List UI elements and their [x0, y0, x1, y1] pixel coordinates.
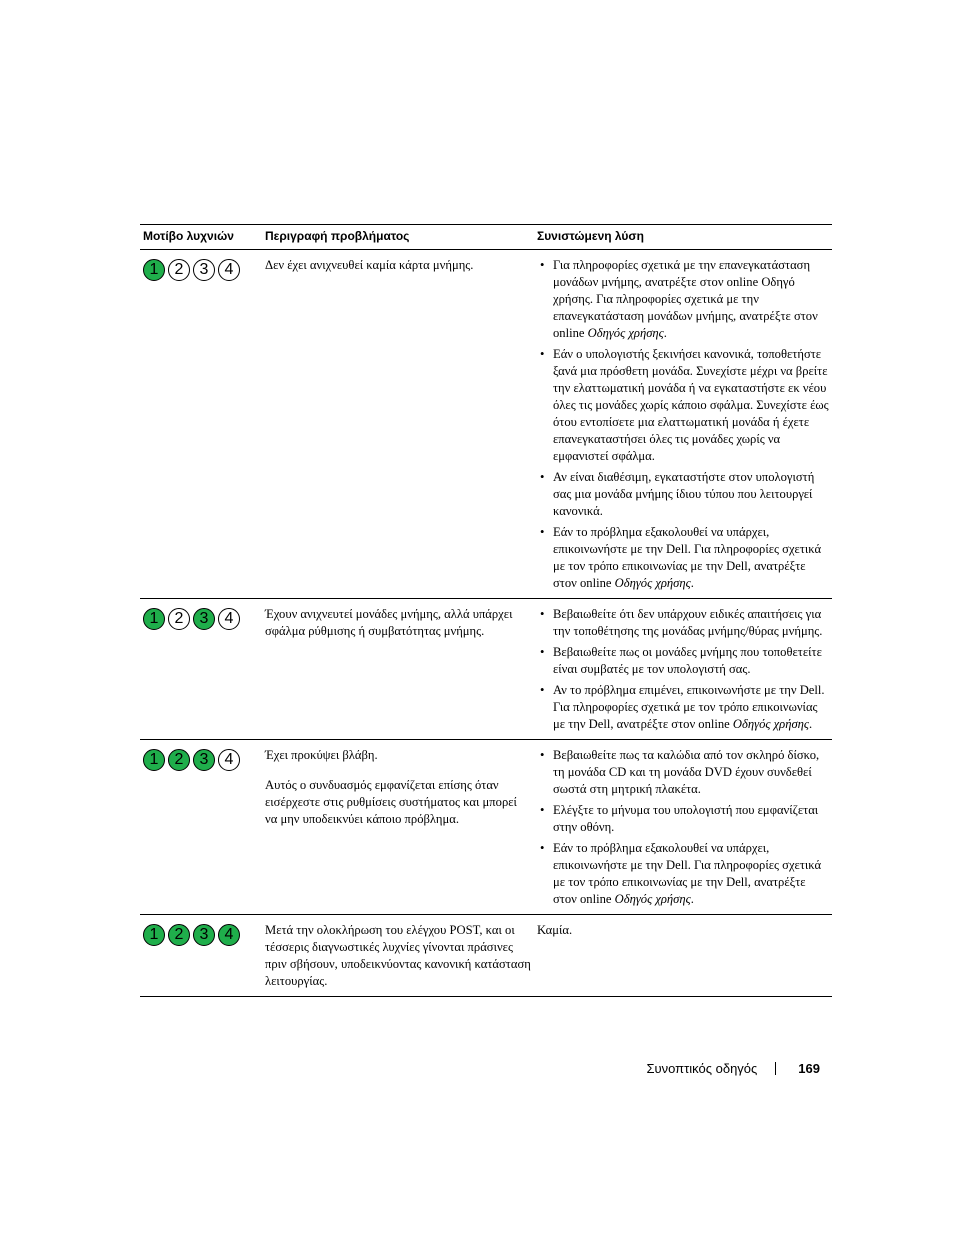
problem-description-cell	[262, 915, 534, 997]
diagnostic-light-2-on: 2	[168, 924, 190, 946]
guide-reference: Οδηγός χρήσης	[614, 576, 691, 590]
solution-text: Βεβαιωθείτε ότι δεν υπάρχουν ειδικές απαιτήσεις για την τοποθέτησης της μονάδας μνήμης/θύρας μνήμης.	[553, 607, 823, 638]
header-recommended-solution: Συνιστώμενη λύση	[534, 225, 832, 250]
solution-text: Καμία.	[537, 923, 573, 937]
guide-reference: Οδηγός χρήσης	[587, 326, 664, 340]
diagnostic-lights-table	[140, 224, 832, 997]
solution-text: Βεβαιωθείτε πως τα καλώδια από τον σκληρό δίσκο, τη μονάδα CD και τη μονάδα DVD έχουν συνδεθεί σωστά στη μητρική πλακέτα.	[553, 748, 820, 796]
header-light-pattern: Μοτίβο λυχνιών	[140, 225, 262, 250]
solution-text-end: .	[663, 326, 667, 340]
problem-description-text: Μετά την ολοκλήρωση του ελέγχου POST, και οι τέσσερις διαγνωστικές λυχνίες γίνονται πράσινες πριν σβήσουν, υποδεικνύοντας κανονική κατάσταση λειτουργίας.	[265, 923, 531, 988]
table-row	[140, 599, 832, 740]
solution-text: Εάν το πρόβλημα εξακολουθεί να υπάρχει, επικοινωνήστε με την Dell. Για πληροφορίες σχετικά με τον τρόπο επικοινωνίας με την Dell, ανατρέξτε στον online	[553, 841, 822, 906]
diagnostic-light-4-on: 4	[218, 924, 240, 946]
diagnostic-lights	[143, 747, 260, 771]
problem-description-text: Έχει προκύψει βλάβη.	[265, 748, 378, 762]
problem-description-cell	[262, 599, 534, 740]
diagnostic-light-1-on: 1	[143, 259, 165, 281]
solution-text-end: .	[690, 892, 694, 906]
diagnostic-light-3-on: 3	[193, 924, 215, 946]
diagnostic-lights	[143, 922, 260, 946]
recommended-solution-cell	[534, 740, 832, 915]
table-row	[140, 915, 832, 997]
solution-item	[537, 747, 830, 798]
solution-text: Για πληροφορίες σχετικά με την επανεγκατάσταση μονάδων μνήμης, ανατρέξτε στον online Οδηγό χρήσης. Για πληροφορίες σχετικά με την επανεγκατάσταση μονάδων μνήμης, ανατρέξτε στον online	[553, 258, 818, 340]
solution-item	[537, 644, 830, 678]
diagnostic-light-3-on: 3	[193, 608, 215, 630]
solution-list	[537, 257, 830, 592]
page-footer	[646, 1061, 820, 1076]
solution-item	[537, 346, 830, 465]
problem-description-text: Έχουν ανιχνευτεί μονάδες μνήμης, αλλά υπάρχει σφάλμα ρύθμισης ή συμβατότητας μνήμης.	[265, 607, 513, 638]
solution-list	[537, 747, 830, 908]
diagnostic-lights	[143, 606, 260, 630]
solution-item	[537, 257, 830, 342]
solution-text-end: .	[690, 576, 694, 590]
light-pattern-cell	[140, 599, 262, 740]
guide-reference: Οδηγός χρήσης	[614, 892, 691, 906]
solution-text: Εάν ο υπολογιστής ξεκινήσει κανονικά, τοποθετήστε ξανά μια πρόσθετη μονάδα. Συνεχίστε μέχρι να βρείτε την ελαττωματική μονάδα ή να εγκαταστήστε εκ νέου όλες τις μονάδες χωρίς κάποιο σφάλμα. Συνεχίστε έως ότου εντοπίσετε μια ελαττωματική μονάδα ή έχετε επανεγκαταστήσει όλες τις μονάδες χωρίς να εμφανιστεί σφάλμα.	[553, 347, 829, 463]
solution-text: Αν το πρόβλημα επιμένει, επικοινωνήστε με την Dell. Για πληροφορίες σχετικά με τον τρόπο επικοινωνίας με την Dell, ανατρέξτε στον online	[553, 683, 825, 731]
solution-item	[537, 606, 830, 640]
diagnostic-light-1-on: 1	[143, 924, 165, 946]
problem-description-cell	[262, 740, 534, 915]
light-pattern-cell	[140, 250, 262, 599]
footer-title: Συνοπτικός οδηγός	[646, 1061, 758, 1076]
recommended-solution-cell	[534, 250, 832, 599]
solution-text: Βεβαιωθείτε πως οι μονάδες μνήμης που τοποθετείτε είναι συμβατές με τον υπολογιστή σας.	[553, 645, 822, 676]
diagnostic-light-4-off: 4	[218, 608, 240, 630]
diagnostic-light-2-off: 2	[168, 259, 190, 281]
solution-text: Ελέγξτε το μήνυμα του υπολογιστή που εμφανίζεται στην οθόνη.	[553, 803, 819, 834]
table-row	[140, 250, 832, 599]
diagnostic-light-3-on: 3	[193, 749, 215, 771]
recommended-solution-cell	[534, 599, 832, 740]
problem-description-text: Αυτός ο συνδυασμός εμφανίζεται επίσης όταν εισέρχεστε στις ρυθμίσεις συστήματος και μπορεί να μην υποδεικνύει κάποιο πρόβλημα.	[265, 778, 517, 826]
diagnostic-light-2-off: 2	[168, 608, 190, 630]
solution-text-end: .	[809, 717, 813, 731]
diagnostic-light-1-on: 1	[143, 749, 165, 771]
solution-text: Εάν το πρόβλημα εξακολουθεί να υπάρχει, επικοινωνήστε με την Dell. Για πληροφορίες σχετικά με τον τρόπο επικοινωνίας με την Dell, ανατρέξτε στον online	[553, 525, 822, 590]
solution-item	[537, 682, 830, 733]
footer-separator	[775, 1062, 776, 1075]
solution-item	[537, 840, 830, 908]
solution-text: Αν είναι διαθέσιμη, εγκαταστήστε στον υπολογιστή σας μια μονάδα μνήμης ίδιου τύπου που λειτουργεί κανονικά.	[553, 470, 815, 518]
solution-list	[537, 606, 830, 733]
problem-description-text: Δεν έχει ανιχνευθεί καμία κάρτα μνήμης.	[265, 258, 474, 272]
diagnostic-light-1-on: 1	[143, 608, 165, 630]
header-problem-description: Περιγραφή προβλήματος	[262, 225, 534, 250]
problem-description-cell	[262, 250, 534, 599]
diagnostic-lights	[143, 257, 260, 281]
solution-item	[537, 524, 830, 592]
table-row	[140, 740, 832, 915]
recommended-solution-cell	[534, 915, 832, 997]
table-header-row	[140, 225, 832, 250]
light-pattern-cell	[140, 740, 262, 915]
diagnostic-light-2-on: 2	[168, 749, 190, 771]
light-pattern-cell	[140, 915, 262, 997]
diagnostic-light-3-off: 3	[193, 259, 215, 281]
diagnostic-light-4-off: 4	[218, 749, 240, 771]
diagnostic-light-4-off: 4	[218, 259, 240, 281]
guide-reference: Οδηγός χρήσης	[732, 717, 810, 731]
solution-item	[537, 469, 830, 520]
page-number: 169	[798, 1061, 820, 1076]
solution-item	[537, 802, 830, 836]
